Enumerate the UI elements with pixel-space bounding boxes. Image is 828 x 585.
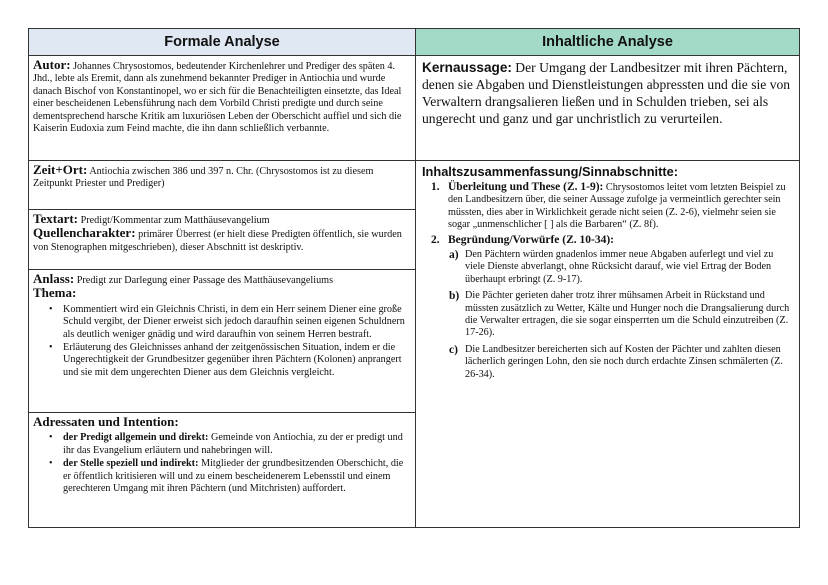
subsection-text: Die Pächter gerieten daher trotz ihrer mühsamen Arbeit in Rückstand und müssten zusätzlich zu Wetter, Kälte und Hunger noch die Drangsalierung durch die Verwalter ertragen, die sie sogar einsperrten um die Schuld einzutreiben (Z. 17-26). [465,290,790,339]
section-text: Chrysostomos leitet vom letzten Beispiel zu den Landbesitzern über, die seiner Aussage zufolge ja vermeintlich gerechter sein müssten, dies aber in Wirklichkeit gerade nicht seien (Z. 2-6), vielmehr seien sie sogar „unmenschlicher [ ] als die Barbaren“ (Z. 8f). [448,182,786,231]
formal-analysis-column [29,56,416,527]
summary-title: Inhaltszusammenfassung/Sinnabschnitte: [422,164,678,179]
subsection-text: Den Pächtern würden gnadenlos immer neue Abgaben auferlegt und viel zu viele Dienste abverlangt, ohne Rücksicht darauf, wie viel Ertrag der Boden überhaupt erbringt (Z. 9-17). [465,249,774,285]
core-statement-text: Der Umgang der Landbesitzer mit ihren Pächtern, denen sie Abgaben und Dienstleistungen abpressten und die sie von Verwaltern drangsalieren ließen und in Schulden trieben, sei als ungerecht und ganz und gar unchristlich zu verurteilen. [422,60,791,126]
text-type-label: Textart: [33,211,79,226]
summary-sections [422,181,794,381]
subsection-item [449,290,794,340]
audience-item [63,432,410,457]
time-place-cell [29,160,415,209]
audience-item-lead: der Predigt allgemein und direkt: [63,432,209,444]
core-statement-cell [416,56,799,160]
summary-section [431,233,794,381]
content-analysis-column [416,56,799,527]
source-character-label: Quellencharakter: [33,225,136,241]
subsection-letter: a) [449,249,459,262]
summary-cell [416,160,799,527]
audience-label: Adressaten und Intention: [33,414,179,429]
subsection-text: Die Landbesitzer bereicherten sich auf Kosten der Pächter und zahlten diesen lächerlich geringen Lohn, den sie noch durch erdachte Zinsen schmälerten (Z. 26-34). [465,343,783,380]
source-character-text: primärer Überrest (er hielt diese Predigten öffentlich, sie wurden von Stenographen mitgeschrieben), dieser Abschnitt ist deskriptiv. [33,229,402,253]
audience-list [33,432,410,495]
audience-item-text: Gemeinde von Antiochia, zu der er predigt und ihr das Evangelium erläutern und nahebringen will. [63,432,403,456]
author-cell [29,56,415,160]
header-formal-analysis: Formale Analyse [29,29,416,56]
audience-item-lead: der Stelle speziell und indirekt: [63,458,199,470]
subsection-item [449,343,794,381]
analysis-table [28,28,800,528]
section-heading: Überleitung und These (Z. 1-9): [448,181,604,193]
section-number: 2. [431,233,440,246]
core-statement-label: Kernaussage: [422,60,512,75]
author-label: Autor: [33,57,71,72]
topic-item: • Kommentiert wird ein Gleichnis Christi, in dem ein Herr seinem Diener eine große Schuld vergibt, der Diener erweist sich jedoch daraufhin seinen eigenen Schuldnern als deutlich weniger gnädig und wird daraufhin von seinem Herren bestraft. [63,304,410,341]
topic-label: Thema: [33,285,77,301]
author-text: Johannes Chrysostomos, bedeutender Kirchenlehrer und Prediger des späten 4. Jhd., lebte als Eremit, dann als zunehmend bekannter Prediger in Antiochia und wurde danach Bischof von Konstantinopel, wo er sich für die Benachteiligten einsetzte, das Ideal einer bescheidenen Lebensführung nach dem Vorbild Christi predigte und durch seine dementsprechend harsche Kritik am luxuriösen Leben der Oberschicht auffiel und sich die Kaiserin Eudoxia zum Feind machte, die ihn dann schließlich verbannte. [33,61,402,135]
audience-cell [29,412,415,527]
subsection-letter: b) [449,290,460,303]
subsection-list [448,249,794,381]
occasion-label: Anlass: [33,271,75,286]
summary-section [431,181,794,232]
section-number: 1. [431,181,440,193]
topic-list [33,304,410,379]
audience-item [63,458,410,495]
text-type-text: Predigt/Kommentar zum Matthäusevangelium [78,215,270,226]
occasion-cell [29,269,415,412]
occasion-text: Predigt zur Darlegung einer Passage des Matthäusevangeliums [74,275,334,286]
time-place-label: Zeit+Ort: [33,162,88,177]
text-type-cell [29,209,415,269]
section-heading: Begründung/Vorwürfe (Z. 10-34): [448,233,615,246]
time-place-text: Antiochia zwischen 386 und 397 n. Chr. (Chrysostomos ist zu diesem Zeitpunkt Priester und Prediger) [33,166,374,190]
subsection-letter: c) [449,343,458,356]
audience-item-text: Mitglieder der grundbesitzenden Oberschicht, die er öffentlich kritisieren will und zu einem bescheidenerem Lebensstil und einem gerechteren Umgang mit ihren Pächtern (und Mitchristen) auffordert. [63,458,404,495]
topic-item: • Erläuterung des Gleichnisses anhand der zeitgenössischen Situation, indem er die Ungerechtigkeit der Grundbesitzer gegenüber ihren Pächtern (Kolonen) anprangert und sie mit dem ungerechten Diener aus dem Gleichnis vergleicht. [63,342,410,379]
header-content-analysis: Inhaltliche Analyse [416,29,799,56]
subsection-item [449,249,794,286]
